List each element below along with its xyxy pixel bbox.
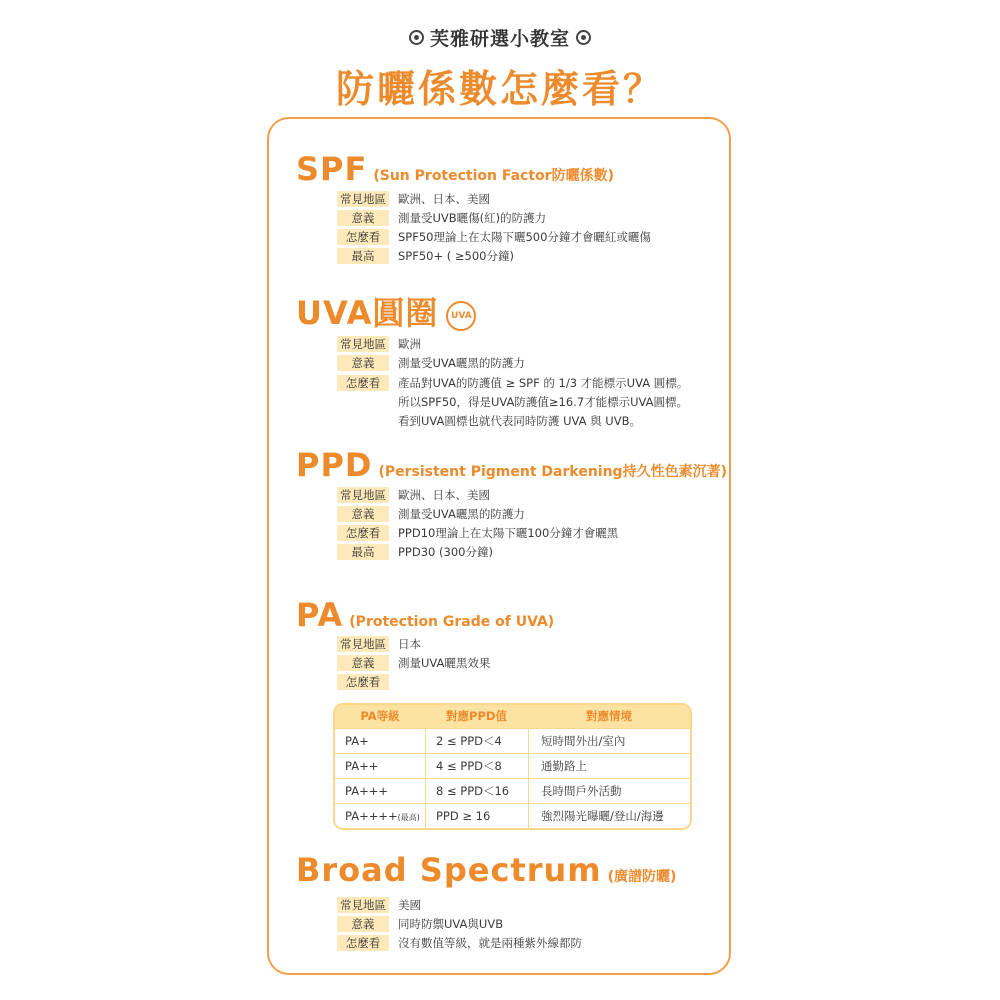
row-value: 美國: [398, 898, 421, 912]
row-value: PPD10理論上在太陽下曬100分鐘才會曬黑: [398, 526, 619, 540]
pa-row: [337, 636, 421, 654]
row-value: 同時防禦UVA與UVB: [398, 917, 504, 931]
pa-row: [337, 674, 398, 692]
row-value: 測量受UVA曬黑的防護力: [398, 356, 525, 370]
spf-row: [337, 191, 490, 209]
uva-row: [337, 375, 688, 393]
row-value: PPD30 (300分鐘): [398, 545, 493, 559]
row-label: 常見地區: [337, 636, 389, 652]
row-label: 常見地區: [337, 897, 389, 913]
ppd-title: PPD: [296, 446, 373, 484]
circle-dot-icon: [576, 30, 591, 45]
row-label: 意義: [337, 210, 389, 226]
row-value: SPF50+ ( ≥500分鐘): [398, 249, 514, 263]
table-cell: PA+++: [345, 784, 388, 798]
pa-subtitle: (Protection Grade of UVA): [349, 614, 555, 630]
broad-row: [337, 897, 421, 915]
header-cell: 對應PPD值: [446, 709, 507, 723]
pa-row: [337, 655, 490, 673]
uva-title: UVA圓圈: [296, 294, 439, 332]
page-title: 防曬係數怎麼看？: [335, 67, 664, 111]
row-label: 意義: [337, 916, 389, 932]
ppd-row: [337, 544, 493, 562]
ppd-subtitle: (Persistent Pigment Darkening持久性色素沉著): [378, 464, 727, 480]
row-value: 歐洲、日本、美國: [398, 192, 490, 206]
row-value: 測量受UVB曬傷(紅)的防護力: [398, 211, 547, 225]
section-title-broad: [296, 851, 676, 889]
row-label: 意義: [337, 506, 389, 522]
spf-title: SPF: [296, 150, 368, 188]
row-label: 常見地區: [337, 336, 389, 352]
table-header: [335, 705, 690, 728]
table-cell: 4 ≤ PPD＜8: [425, 754, 528, 778]
page-subtitle: [0, 24, 1000, 51]
table-row: [335, 728, 690, 753]
broad-row: [337, 916, 503, 934]
circle-dot-icon: [409, 30, 424, 45]
row-value: SPF50理論上在太陽下曬500分鐘才會曬紅或曬傷: [398, 230, 651, 244]
uva-circle-icon: UVA: [446, 301, 476, 331]
ppd-row: [337, 525, 618, 543]
table-cell: PPD ≥ 16: [425, 804, 528, 828]
table-cell: 2 ≤ PPD＜4: [425, 729, 528, 753]
table-cell: 通勤路上: [528, 754, 690, 778]
row-label: 常見地區: [337, 487, 389, 503]
broad-title: Broad Spectrum: [296, 851, 602, 889]
table-cell: 8 ≤ PPD＜16: [425, 779, 528, 803]
row-label: 最高: [337, 248, 389, 264]
broad-row: [337, 935, 582, 953]
uva-row: [337, 336, 421, 354]
row-value: 歐洲: [398, 337, 421, 351]
spf-subtitle: (Sun Protection Factor防曬係數): [373, 168, 614, 184]
uva-row: [337, 355, 525, 373]
row-value: 沒有數值等級，就是兩種紫外線都防: [398, 936, 582, 950]
row-value: 產品對UVA的防護值 ≥ SPF 的 1/3 才能標示UVA 圓標。: [398, 376, 689, 390]
table-cell: [335, 804, 425, 828]
row-value: 測量UVA曬黑效果: [398, 656, 491, 670]
cell-text: PA++++: [345, 809, 398, 823]
cell-note: (最高): [397, 813, 420, 822]
ppd-row: [337, 506, 525, 524]
section-title-uva: [296, 288, 476, 335]
pa-table: [333, 703, 692, 830]
row-label: 意義: [337, 655, 389, 671]
table-row: [335, 753, 690, 778]
row-label: 怎麼看: [337, 935, 389, 951]
table-cell: PA+: [345, 734, 369, 748]
row-label: 最高: [337, 544, 389, 560]
table-row: [335, 778, 690, 803]
table-row: [335, 803, 690, 828]
row-label: 怎麼看: [337, 375, 389, 391]
uva-note: 看到UVA圓標也就代表同時防護 UVA 與 UVB。: [398, 414, 641, 428]
spf-row: [337, 210, 546, 228]
pa-title: PA: [296, 596, 344, 634]
section-title-spf: [296, 150, 614, 188]
row-value: 歐洲、日本、美國: [398, 488, 490, 502]
broad-subtitle: (廣譜防曬): [607, 869, 677, 885]
row-label: 怎麼看: [337, 674, 389, 690]
section-title-pa: [296, 596, 554, 634]
header-cell: PA等級: [360, 709, 400, 723]
table-cell: 短時間外出/室內: [528, 729, 690, 753]
section-title-ppd: [296, 446, 727, 484]
ppd-row: [337, 487, 490, 505]
page-subtitle-text: 芙雅研選小教室: [429, 28, 570, 50]
row-label: 意義: [337, 355, 389, 371]
row-label: 怎麼看: [337, 525, 389, 541]
spf-row: [337, 248, 514, 266]
table-cell: 強烈陽光曝曬/登山/海邊: [528, 804, 690, 828]
row-label: 怎麼看: [337, 229, 389, 245]
row-value: 測量受UVA曬黑的防護力: [398, 507, 525, 521]
uva-note: 所以SPF50，得是UVA防護值≥16.7才能標示UVA圓標。: [398, 395, 689, 409]
table-cell: 長時間戶外活動: [528, 779, 690, 803]
spf-row: [337, 229, 651, 247]
table-cell: PA++: [345, 759, 379, 773]
row-value: 日本: [398, 637, 421, 651]
header-cell: 對應情境: [586, 709, 632, 723]
row-label: 常見地區: [337, 191, 389, 207]
